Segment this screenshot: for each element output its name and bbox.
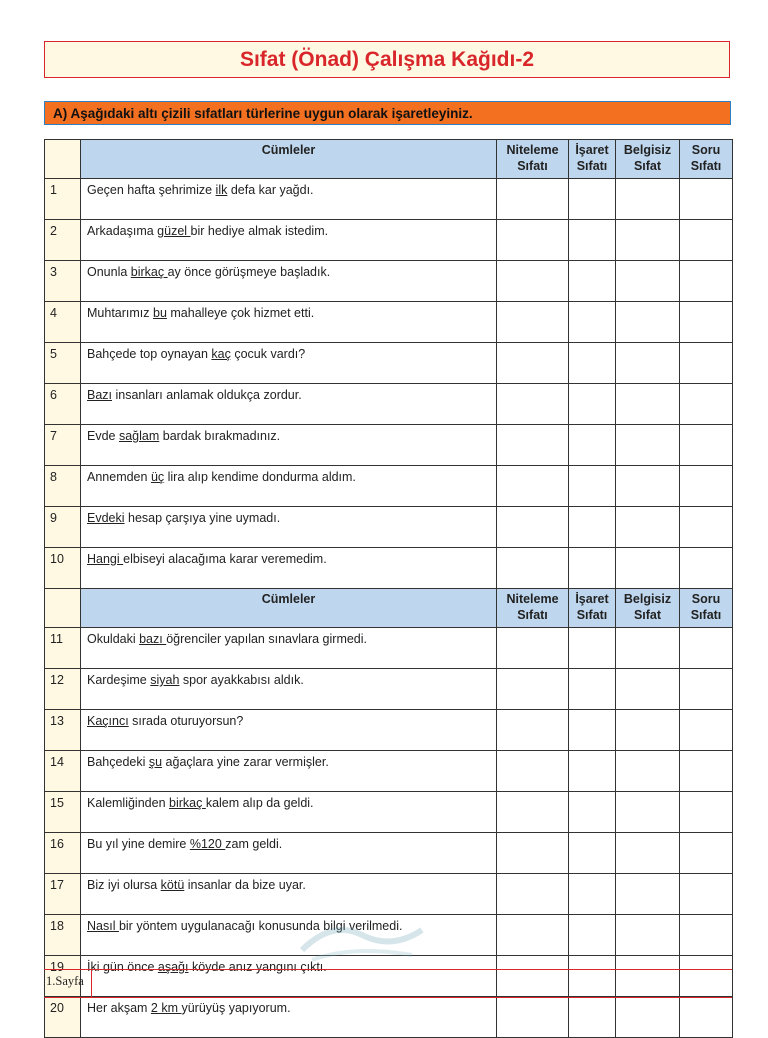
sentence-pre: Kardeşime bbox=[87, 673, 151, 687]
sentence-cell bbox=[81, 179, 497, 220]
header-niteleme bbox=[497, 589, 569, 628]
underlined-adjective: %120 bbox=[189, 837, 226, 851]
page-number: 1.Sayfa bbox=[46, 974, 84, 988]
sentence-post: zam geldi. bbox=[225, 837, 283, 851]
table-header-row bbox=[45, 140, 733, 179]
header-soru bbox=[680, 589, 733, 628]
header-soru-line: Sıfatı bbox=[690, 159, 722, 173]
sentence-cell bbox=[81, 710, 497, 751]
answer-cell-niteleme[interactable] bbox=[497, 997, 569, 1038]
table-row bbox=[45, 466, 733, 507]
row-number: 17 bbox=[45, 874, 81, 915]
header-sentences bbox=[81, 589, 497, 628]
sentence-cell bbox=[81, 548, 497, 589]
header-soru-line: Sıfatı bbox=[690, 608, 722, 622]
sentence-cell bbox=[81, 997, 497, 1038]
underlined-adjective: aşağı bbox=[157, 960, 189, 974]
answer-cell-niteleme[interactable] bbox=[497, 425, 569, 466]
header-blank-cell bbox=[45, 589, 81, 628]
table-row bbox=[45, 628, 733, 669]
table-header-row bbox=[45, 589, 733, 628]
header-belgisiz bbox=[616, 140, 680, 179]
header-niteleme-line: Sıfatı bbox=[517, 159, 548, 173]
answer-cell-soru[interactable] bbox=[680, 302, 733, 343]
header-blank-cell bbox=[45, 140, 81, 179]
sentence-post: çocuk vardı? bbox=[230, 347, 306, 361]
table-row bbox=[45, 997, 733, 1038]
answer-cell-isaret[interactable] bbox=[569, 425, 616, 466]
answer-cell-soru[interactable] bbox=[680, 384, 733, 425]
underlined-adjective: üç bbox=[150, 470, 165, 484]
row-number: 14 bbox=[45, 751, 81, 792]
answer-cell-soru[interactable] bbox=[680, 507, 733, 548]
sentence-post: öğrenciler yapılan sınavlara girmedi. bbox=[166, 632, 368, 646]
instruction-bar bbox=[44, 101, 731, 125]
underlined-adjective: Bazı bbox=[87, 388, 113, 402]
table-row bbox=[45, 507, 733, 548]
sentence-post: mahalleye çok hizmet etti. bbox=[166, 306, 315, 320]
underlined-adjective: sağlam bbox=[118, 429, 160, 443]
header-soru-line: Soru bbox=[691, 143, 721, 157]
table-row bbox=[45, 710, 733, 751]
underlined-adjective: Kaçıncı bbox=[87, 714, 129, 728]
answer-cell-belgisiz[interactable] bbox=[616, 833, 680, 874]
underlined-adjective: siyah bbox=[150, 673, 180, 687]
sentence-pre: Muhtarımız bbox=[87, 306, 153, 320]
sentence-cell bbox=[81, 466, 497, 507]
table-row bbox=[45, 220, 733, 261]
footer-separator bbox=[91, 970, 92, 997]
sentence-cell bbox=[81, 384, 497, 425]
sentence-pre: Her akşam bbox=[87, 1001, 151, 1015]
table-row bbox=[45, 179, 733, 220]
sentence-post: yürüyüş yapıyorum. bbox=[181, 1001, 291, 1015]
answer-cell-isaret[interactable] bbox=[569, 466, 616, 507]
underlined-adjective: birkaç bbox=[169, 796, 206, 810]
sentence-cell bbox=[81, 628, 497, 669]
underlined-adjective: ilk bbox=[215, 183, 228, 197]
answer-cell-belgisiz[interactable] bbox=[616, 956, 680, 997]
answer-cell-isaret[interactable] bbox=[569, 956, 616, 997]
underlined-adjective: birkaç bbox=[130, 265, 168, 279]
sentence-cell bbox=[81, 956, 497, 997]
sentence-cell bbox=[81, 343, 497, 384]
answer-cell-isaret[interactable] bbox=[569, 507, 616, 548]
answer-cell-niteleme[interactable] bbox=[497, 833, 569, 874]
answer-cell-belgisiz[interactable] bbox=[616, 669, 680, 710]
row-number: 19 bbox=[45, 956, 81, 997]
sentence-cell bbox=[81, 669, 497, 710]
header-belgisiz bbox=[616, 589, 680, 628]
sentence-pre: Evde bbox=[87, 429, 119, 443]
row-number: 18 bbox=[45, 915, 81, 956]
sentence-cell bbox=[81, 261, 497, 302]
answer-cell-niteleme[interactable] bbox=[497, 384, 569, 425]
instruction-text: A) Aşağıdaki altı çizili sıfatları türlerine uygun olarak işaretleyiniz. bbox=[53, 105, 473, 121]
answer-cell-niteleme[interactable] bbox=[497, 669, 569, 710]
sentence-post: defa kar yağdı. bbox=[227, 183, 314, 197]
sentence-pre: İki gün önce bbox=[87, 960, 158, 974]
sentence-pre: Biz iyi olursa bbox=[87, 878, 161, 892]
answer-cell-belgisiz[interactable] bbox=[616, 997, 680, 1038]
sentence-post: kalem alıp da geldi. bbox=[205, 796, 314, 810]
row-number: 12 bbox=[45, 669, 81, 710]
sentence-pre: Bahçedeki bbox=[87, 755, 149, 769]
header-niteleme-line: Niteleme bbox=[506, 143, 559, 157]
sentence-post: köyde anız yangını çıktı. bbox=[188, 960, 327, 974]
answer-cell-soru[interactable] bbox=[680, 751, 733, 792]
header-belgisiz-line: Sıfat bbox=[633, 608, 662, 622]
table-row bbox=[45, 302, 733, 343]
row-number: 15 bbox=[45, 792, 81, 833]
answer-cell-isaret[interactable] bbox=[569, 751, 616, 792]
sentence-post: ağaçlara yine zarar vermişler. bbox=[162, 755, 329, 769]
sentence-pre: Okuldaki bbox=[87, 632, 140, 646]
answer-cell-soru[interactable] bbox=[680, 425, 733, 466]
answer-cell-soru[interactable] bbox=[680, 548, 733, 589]
underlined-adjective: kötü bbox=[160, 878, 185, 892]
answer-cell-belgisiz[interactable] bbox=[616, 220, 680, 261]
answer-cell-niteleme[interactable] bbox=[497, 179, 569, 220]
sentence-post: insanlar da bize uyar. bbox=[184, 878, 306, 892]
sentence-post: insanları anlamak oldukça zordur. bbox=[112, 388, 302, 402]
table-row bbox=[45, 548, 733, 589]
table-row bbox=[45, 792, 733, 833]
table-row bbox=[45, 425, 733, 466]
answer-cell-isaret[interactable] bbox=[569, 548, 616, 589]
table-row bbox=[45, 343, 733, 384]
answer-cell-soru[interactable] bbox=[680, 179, 733, 220]
sentence-cell bbox=[81, 833, 497, 874]
answer-cell-belgisiz[interactable] bbox=[616, 792, 680, 833]
row-number: 6 bbox=[45, 384, 81, 425]
answer-cell-niteleme[interactable] bbox=[497, 751, 569, 792]
row-number: 5 bbox=[45, 343, 81, 384]
header-isaret-line: Sıfatı bbox=[576, 159, 608, 173]
header-sentences-line: Cümleler bbox=[261, 592, 316, 606]
answer-cell-belgisiz[interactable] bbox=[616, 425, 680, 466]
row-number: 3 bbox=[45, 261, 81, 302]
header-isaret bbox=[569, 140, 616, 179]
answer-cell-soru[interactable] bbox=[680, 997, 733, 1038]
sentence-pre: Annemden bbox=[87, 470, 151, 484]
sentence-cell bbox=[81, 507, 497, 548]
header-niteleme-line: Sıfatı bbox=[517, 608, 548, 622]
underlined-adjective: güzel bbox=[157, 224, 191, 238]
answer-cell-soru[interactable] bbox=[680, 669, 733, 710]
answer-cell-niteleme[interactable] bbox=[497, 507, 569, 548]
answer-cell-belgisiz[interactable] bbox=[616, 261, 680, 302]
underlined-adjective: kaç bbox=[211, 347, 231, 361]
row-number: 16 bbox=[45, 833, 81, 874]
row-number: 11 bbox=[45, 628, 81, 669]
sentence-cell bbox=[81, 751, 497, 792]
answer-cell-belgisiz[interactable] bbox=[616, 179, 680, 220]
row-number: 1 bbox=[45, 179, 81, 220]
table-row bbox=[45, 669, 733, 710]
answer-cell-belgisiz[interactable] bbox=[616, 710, 680, 751]
answer-cell-niteleme[interactable] bbox=[497, 548, 569, 589]
answer-cell-soru[interactable] bbox=[680, 710, 733, 751]
sentence-cell bbox=[81, 915, 497, 956]
answer-cell-isaret[interactable] bbox=[569, 997, 616, 1038]
header-belgisiz-line: Belgisiz bbox=[623, 592, 672, 606]
sentence-post: bir yöntem uygulanacağı konusunda bilgi verilmedi. bbox=[118, 919, 403, 933]
header-soru-line: Soru bbox=[691, 592, 721, 606]
answer-cell-niteleme[interactable] bbox=[497, 628, 569, 669]
row-number: 10 bbox=[45, 548, 81, 589]
row-number: 20 bbox=[45, 997, 81, 1038]
page-title: Sıfat (Önad) Çalışma Kağıdı-2 bbox=[239, 47, 535, 71]
sentence-cell bbox=[81, 302, 497, 343]
sentence-post: elbiseyi alacağıma karar veremedim. bbox=[123, 552, 327, 566]
header-isaret-line: İşaret bbox=[575, 143, 609, 157]
answer-cell-soru[interactable] bbox=[680, 261, 733, 302]
answer-cell-isaret[interactable] bbox=[569, 220, 616, 261]
answer-cell-belgisiz[interactable] bbox=[616, 384, 680, 425]
sentence-post: spor ayakkabısı aldık. bbox=[179, 673, 304, 687]
answer-cell-niteleme[interactable] bbox=[497, 956, 569, 997]
answer-cell-soru[interactable] bbox=[680, 956, 733, 997]
header-niteleme-line: Niteleme bbox=[506, 592, 559, 606]
row-number: 8 bbox=[45, 466, 81, 507]
table-row bbox=[45, 384, 733, 425]
underlined-adjective: bazı bbox=[139, 632, 167, 646]
row-number: 4 bbox=[45, 302, 81, 343]
answer-cell-soru[interactable] bbox=[680, 628, 733, 669]
header-isaret bbox=[569, 589, 616, 628]
row-number: 9 bbox=[45, 507, 81, 548]
underlined-adjective: Nasıl bbox=[87, 919, 119, 933]
answer-cell-niteleme[interactable] bbox=[497, 710, 569, 751]
sentence-post: hesap çarşıya yine uymadı. bbox=[124, 511, 281, 525]
header-isaret-line: Sıfatı bbox=[576, 608, 608, 622]
answer-cell-niteleme[interactable] bbox=[497, 343, 569, 384]
answer-cell-belgisiz[interactable] bbox=[616, 915, 680, 956]
table-row bbox=[45, 833, 733, 874]
sentence-post: sırada oturuyorsun? bbox=[128, 714, 244, 728]
answer-cell-isaret[interactable] bbox=[569, 710, 616, 751]
answer-cell-isaret[interactable] bbox=[569, 261, 616, 302]
answer-cell-isaret[interactable] bbox=[569, 915, 616, 956]
table-row bbox=[45, 751, 733, 792]
answer-cell-isaret[interactable] bbox=[569, 792, 616, 833]
sentence-post: ay önce görüşmeye başladık. bbox=[167, 265, 331, 279]
answer-cell-soru[interactable] bbox=[680, 220, 733, 261]
answer-cell-niteleme[interactable] bbox=[497, 302, 569, 343]
answer-cell-niteleme[interactable] bbox=[497, 874, 569, 915]
sentence-cell bbox=[81, 220, 497, 261]
underlined-adjective: bu bbox=[153, 306, 167, 320]
answer-cell-isaret[interactable] bbox=[569, 179, 616, 220]
answer-cell-belgisiz[interactable] bbox=[616, 874, 680, 915]
sentence-pre: Geçen hafta şehrimize bbox=[87, 183, 216, 197]
row-number: 2 bbox=[45, 220, 81, 261]
footer-bottom-rule bbox=[44, 997, 732, 998]
sentence-pre: Bu yıl yine demire bbox=[87, 837, 190, 851]
answer-cell-niteleme[interactable] bbox=[497, 261, 569, 302]
answer-cell-belgisiz[interactable] bbox=[616, 466, 680, 507]
answer-cell-isaret[interactable] bbox=[569, 833, 616, 874]
watermark-image bbox=[292, 900, 432, 970]
answer-cell-isaret[interactable] bbox=[569, 384, 616, 425]
answer-cell-belgisiz[interactable] bbox=[616, 302, 680, 343]
underlined-adjective: Hangi bbox=[87, 552, 124, 566]
sentence-pre: Onunla bbox=[87, 265, 131, 279]
row-number: 7 bbox=[45, 425, 81, 466]
underlined-adjective: Evdeki bbox=[87, 511, 125, 525]
answer-cell-niteleme[interactable] bbox=[497, 466, 569, 507]
header-isaret-line: İşaret bbox=[575, 592, 609, 606]
sentence-pre: Arkadaşıma bbox=[87, 224, 158, 238]
answer-cell-isaret[interactable] bbox=[569, 874, 616, 915]
table-row bbox=[45, 261, 733, 302]
answer-cell-belgisiz[interactable] bbox=[616, 628, 680, 669]
answer-cell-soru[interactable] bbox=[680, 466, 733, 507]
sentence-post: lira alıp kendime dondurma aldım. bbox=[164, 470, 356, 484]
answer-cell-soru[interactable] bbox=[680, 343, 733, 384]
header-sentences-line: Cümleler bbox=[261, 143, 316, 157]
sentence-pre: Kalemliğinden bbox=[87, 796, 169, 810]
answer-cell-belgisiz[interactable] bbox=[616, 548, 680, 589]
answer-cell-isaret[interactable] bbox=[569, 628, 616, 669]
answer-cell-soru[interactable] bbox=[680, 833, 733, 874]
sentence-cell bbox=[81, 792, 497, 833]
header-belgisiz-line: Sıfat bbox=[633, 159, 662, 173]
answer-cell-niteleme[interactable] bbox=[497, 792, 569, 833]
header-belgisiz-line: Belgisiz bbox=[623, 143, 672, 157]
answer-cell-isaret[interactable] bbox=[569, 343, 616, 384]
answer-cell-niteleme[interactable] bbox=[497, 915, 569, 956]
answer-cell-soru[interactable] bbox=[680, 874, 733, 915]
answer-cell-isaret[interactable] bbox=[569, 302, 616, 343]
answer-cell-belgisiz[interactable] bbox=[616, 507, 680, 548]
answer-cell-soru[interactable] bbox=[680, 792, 733, 833]
sentence-cell bbox=[81, 425, 497, 466]
row-number: 13 bbox=[45, 710, 81, 751]
sentence-pre: Bahçede top oynayan bbox=[87, 347, 212, 361]
header-sentences bbox=[81, 140, 497, 179]
header-soru bbox=[680, 140, 733, 179]
sentence-post: bir hediye almak istedim. bbox=[190, 224, 329, 238]
header-niteleme bbox=[497, 140, 569, 179]
underlined-adjective: 2 km bbox=[150, 1001, 182, 1015]
underlined-adjective: şu bbox=[148, 755, 163, 769]
sentence-cell bbox=[81, 874, 497, 915]
answer-cell-isaret[interactable] bbox=[569, 669, 616, 710]
answer-cell-belgisiz[interactable] bbox=[616, 751, 680, 792]
sentence-post: bardak bırakmadınız. bbox=[159, 429, 281, 443]
title-box bbox=[44, 41, 730, 78]
answer-cell-niteleme[interactable] bbox=[497, 220, 569, 261]
answer-cell-soru[interactable] bbox=[680, 915, 733, 956]
answer-cell-belgisiz[interactable] bbox=[616, 343, 680, 384]
